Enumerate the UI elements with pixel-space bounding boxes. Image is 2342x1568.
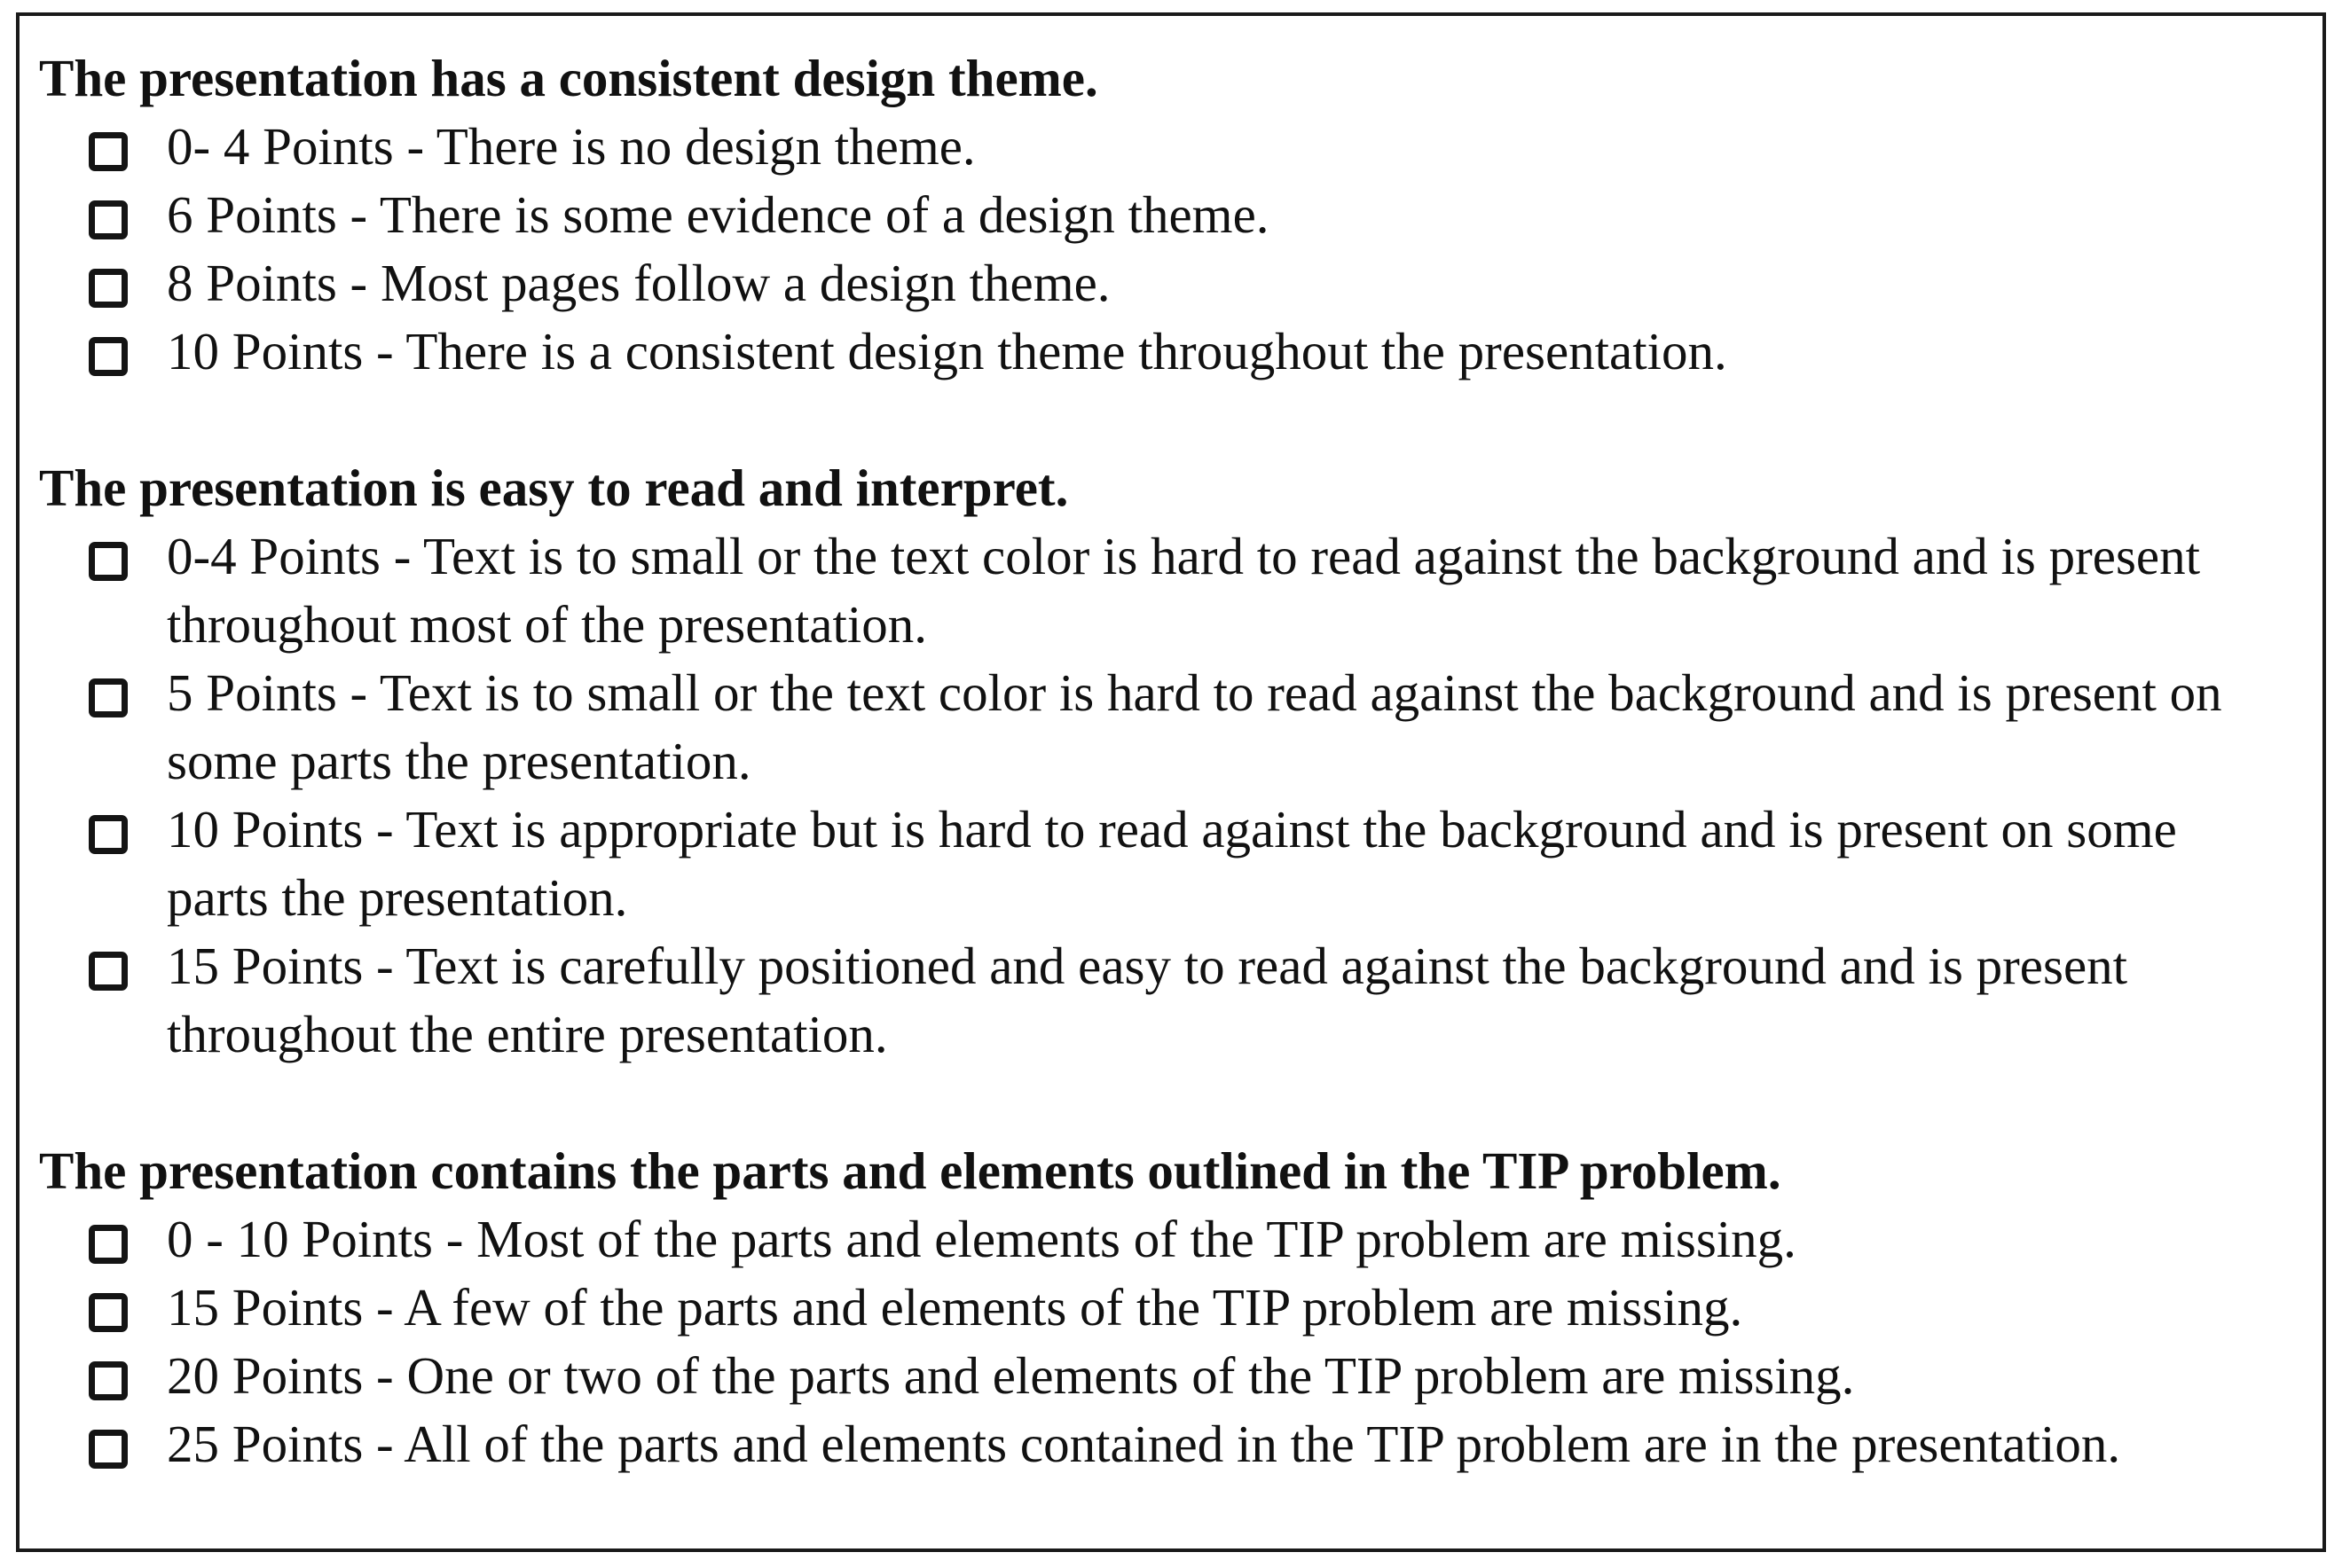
option-list	[39, 522, 2269, 1069]
checkbox[interactable]	[89, 1361, 128, 1400]
option-text: 10 Points - There is a consistent design theme throughout the presentation.	[167, 322, 1727, 380]
option-item	[39, 1342, 2269, 1410]
checkbox[interactable]	[89, 542, 128, 581]
rubric-frame	[16, 12, 2326, 1552]
option-item	[39, 1205, 2269, 1274]
option-item	[39, 932, 2269, 1069]
option-text: 0- 4 Points - There is no design theme.	[167, 117, 976, 176]
section-heading: The presentation has a consistent design theme.	[39, 49, 1098, 107]
option-item	[39, 181, 2269, 249]
option-text: 10 Points - Text is appropriate but is hard to read against the background and is present on some parts the presentation.	[167, 800, 2177, 927]
checkbox[interactable]	[89, 1430, 128, 1469]
option-item	[39, 1274, 2269, 1342]
option-text: 15 Points - A few of the parts and elements of the TIP problem are missing.	[167, 1278, 1743, 1337]
option-text: 6 Points - There is some evidence of a design theme.	[167, 185, 1269, 244]
option-text: 5 Points - Text is to small or the text color is hard to read against the background and is present on some parts the presentation.	[167, 663, 2222, 790]
option-text: 0 - 10 Points - Most of the parts and elements of the TIP problem are missing.	[167, 1210, 1796, 1268]
option-item	[39, 113, 2269, 181]
option-item	[39, 318, 2269, 386]
section-tip-elements	[39, 1137, 2269, 1478]
checkbox[interactable]	[89, 132, 128, 171]
checkbox[interactable]	[89, 1293, 128, 1332]
checkbox[interactable]	[89, 952, 128, 991]
option-text: 8 Points - Most pages follow a design theme.	[167, 254, 1111, 312]
rubric-content	[39, 44, 2269, 1478]
checkbox[interactable]	[89, 200, 128, 239]
option-item	[39, 522, 2269, 659]
section-heading: The presentation is easy to read and interpret.	[39, 459, 1069, 517]
option-text: 20 Points - One or two of the parts and elements of the TIP problem are missing.	[167, 1346, 1855, 1405]
section-readability	[39, 454, 2269, 1069]
option-list	[39, 1205, 2269, 1478]
section-heading: The presentation contains the parts and elements outlined in the TIP problem.	[39, 1141, 1781, 1200]
checkbox[interactable]	[89, 815, 128, 854]
checkbox[interactable]	[89, 1225, 128, 1264]
option-item	[39, 1410, 2269, 1478]
option-list	[39, 113, 2269, 386]
section-design-theme	[39, 44, 2269, 386]
checkbox[interactable]	[89, 678, 128, 717]
option-item	[39, 659, 2269, 796]
option-item	[39, 249, 2269, 318]
checkbox[interactable]	[89, 337, 128, 376]
option-item	[39, 796, 2269, 932]
checkbox[interactable]	[89, 269, 128, 308]
option-text: 25 Points - All of the parts and elements contained in the TIP problem are in the presentation.	[167, 1415, 2121, 1473]
option-text: 0-4 Points - Text is to small or the text color is hard to read against the background and is present throughout most of the presentation.	[167, 527, 2201, 654]
option-text: 15 Points - Text is carefully positioned and easy to read against the background and is present throughout the entire presentation.	[167, 937, 2128, 1063]
